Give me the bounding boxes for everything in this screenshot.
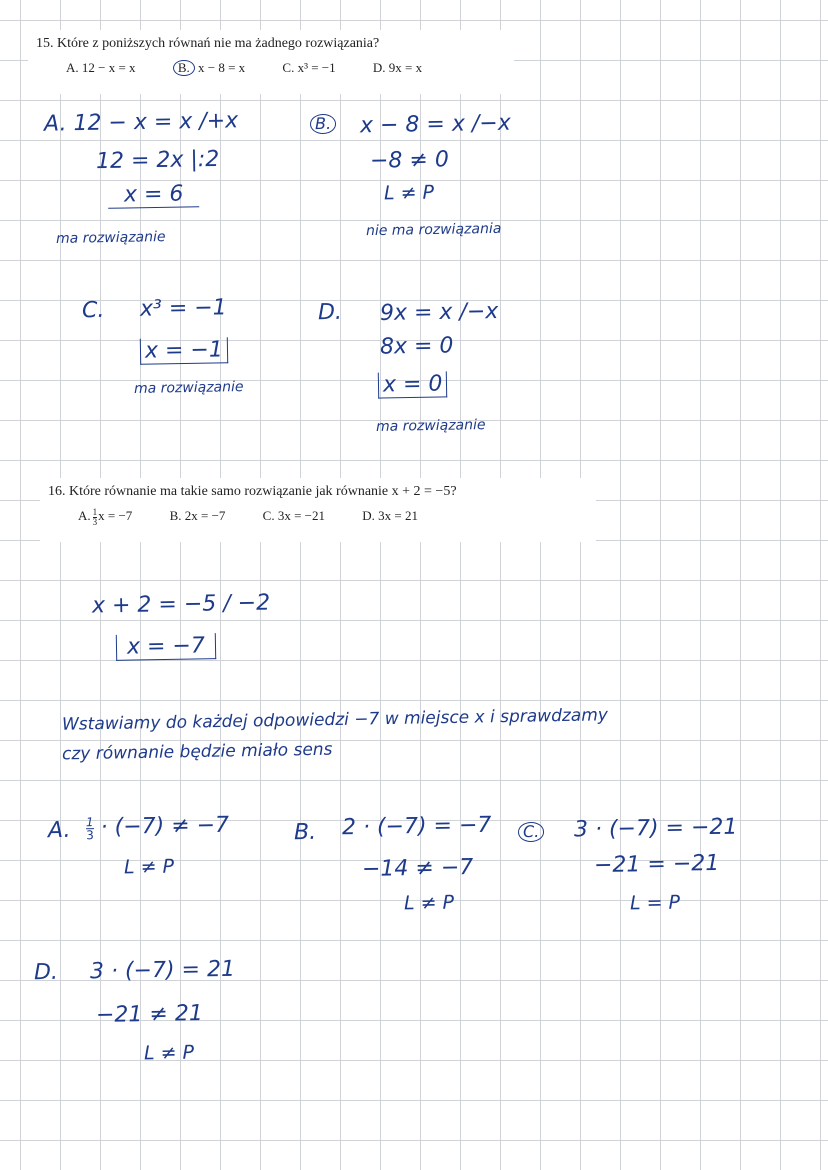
work16-c-line3: L = P bbox=[629, 891, 681, 915]
q15-option-b-circle: B. bbox=[173, 60, 195, 76]
work15-a-line2: 12 = 2x |:2 bbox=[95, 146, 220, 175]
work15-c-line1: x³ = −1 bbox=[139, 295, 227, 322]
work15-d-line4: ma rozwiązanie bbox=[375, 417, 486, 435]
work15-b-line1: x − 8 = x /−x bbox=[359, 110, 511, 139]
q16-option-a bbox=[78, 508, 132, 527]
q16-frac-den: 3 bbox=[92, 517, 98, 527]
work16-line2: x = −7 bbox=[116, 633, 216, 661]
work15-d-label: D. bbox=[317, 299, 343, 326]
work15-b-circle: B. bbox=[310, 114, 336, 134]
question-16-options bbox=[48, 508, 588, 527]
question-16 bbox=[40, 478, 596, 542]
work16-a-label: A. bbox=[47, 817, 71, 844]
work15-b-line3: L ≠ P bbox=[383, 181, 435, 205]
question-15-options bbox=[36, 60, 506, 76]
work15-a-line3: x = 6 bbox=[108, 181, 200, 209]
work15-d-line3: x = 0 bbox=[378, 371, 448, 398]
work15-c-line2: x = −1 bbox=[140, 337, 228, 365]
work15-a-line1: A. 12 − x = x /+x bbox=[43, 108, 239, 137]
work16-d-line3: L ≠ P bbox=[143, 1041, 195, 1065]
q15-option-b-eq: x − 8 = x bbox=[197, 60, 246, 75]
work16-a-frac-den: 3 bbox=[86, 827, 94, 842]
work16-b-line3: L ≠ P bbox=[403, 891, 455, 915]
work15-c-label: C. bbox=[81, 297, 105, 324]
q16-option-a-fraction bbox=[93, 508, 98, 527]
q16-option-d: D. 3x = 21 bbox=[362, 508, 418, 524]
question-15-title: 15. Które z poniższych równań nie ma żadnego rozwiązania? bbox=[36, 36, 380, 51]
question-16-title: 16. Które równanie ma takie samo rozwiązanie jak równanie x + 2 = −5? bbox=[48, 484, 457, 499]
q16-option-b: B. 2x = −7 bbox=[169, 508, 226, 524]
work16-c-circle: C. bbox=[518, 822, 545, 842]
work15-b-line2: −8 ≠ 0 bbox=[369, 147, 450, 174]
q15-option-c: C. x³ = −1 bbox=[282, 60, 336, 75]
work16-c-label bbox=[518, 818, 545, 843]
work15-c-line3: ma rozwiązanie bbox=[133, 379, 244, 397]
work16-d-label: D. bbox=[33, 959, 59, 986]
work16-note1: Wstawiamy do każdej odpowiedzi −7 w miejsce x i sprawdzamy bbox=[61, 705, 609, 735]
q15-option-d: D. 9x = x bbox=[372, 60, 423, 75]
work16-line1: x + 2 = −5 / −2 bbox=[91, 590, 271, 619]
work16-d-line2: −21 ≠ 21 bbox=[95, 1001, 204, 1028]
work15-b-label bbox=[310, 110, 336, 135]
work16-b-line1: 2 · (−7) = −7 bbox=[341, 812, 492, 841]
work16-c-line2: −21 = −21 bbox=[593, 850, 720, 879]
work15-d-line2: 8x = 0 bbox=[379, 333, 454, 360]
work15-d-line1: 9x = x /−x bbox=[379, 298, 499, 327]
work15-a-line4: ma rozwiązanie bbox=[55, 229, 166, 247]
work16-d-line1: 3 · (−7) = 21 bbox=[89, 956, 236, 985]
q16-frac-num: 1 bbox=[92, 507, 98, 517]
q16-option-c: C. 3x = −21 bbox=[262, 508, 325, 524]
work16-a-eq: · (−7) ≠ −7 bbox=[100, 812, 230, 840]
work16-c-line1: 3 · (−7) = −21 bbox=[573, 814, 738, 843]
work15-b-line4: nie ma rozwiązania bbox=[365, 220, 502, 240]
q16-option-a-label: A. bbox=[78, 508, 91, 524]
q15-option-a: A. 12 − x = x bbox=[66, 60, 136, 75]
work16-b-line2: −14 ≠ −7 bbox=[361, 855, 474, 882]
question-15 bbox=[28, 30, 514, 94]
work16-a-line1 bbox=[86, 813, 230, 841]
work16-b-label: B. bbox=[293, 819, 317, 846]
q16-option-a-eq: x = −7 bbox=[98, 508, 133, 524]
work16-a-line2: L ≠ P bbox=[123, 855, 175, 879]
work16-note2: czy równanie będzie miało sens bbox=[61, 739, 333, 765]
q15-option-b bbox=[173, 60, 245, 76]
work16-a-frac-num: 1 bbox=[85, 814, 94, 829]
work16-a-fraction bbox=[86, 816, 94, 841]
